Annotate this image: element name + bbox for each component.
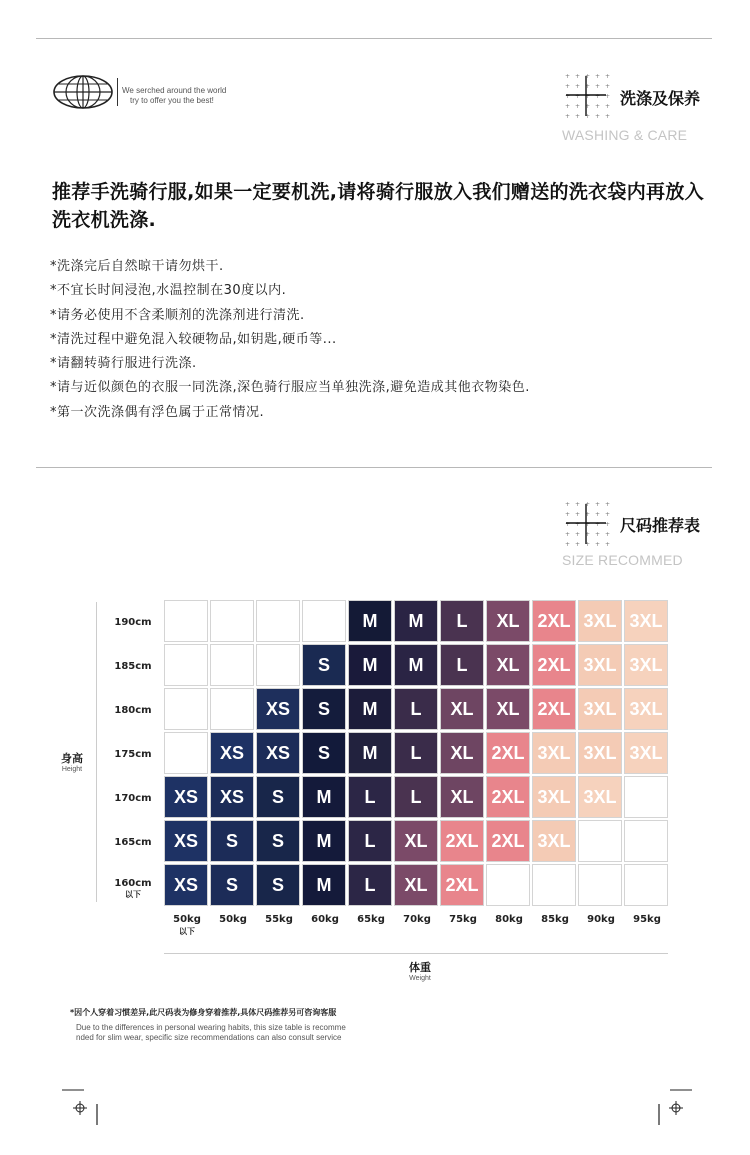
weight-label bbox=[578, 914, 624, 926]
washing-title: 洗涤及保养 bbox=[620, 89, 701, 108]
size-cell: L bbox=[348, 864, 392, 906]
size-grid bbox=[164, 600, 668, 908]
svg-text:+: + bbox=[595, 531, 601, 538]
svg-text:+: + bbox=[595, 83, 601, 90]
size-cell bbox=[578, 820, 622, 862]
size-cell: 3XL bbox=[624, 732, 668, 774]
washing-headline: 推荐手洗骑行服,如果一定要机洗,请将骑行服放入我们赠送的洗衣袋内再放入洗衣机洗涤. bbox=[52, 181, 704, 231]
section-divider bbox=[36, 467, 712, 468]
svg-text:+: + bbox=[605, 501, 611, 508]
svg-text:+: + bbox=[605, 73, 611, 80]
weight-label bbox=[164, 914, 210, 938]
size-cell bbox=[164, 688, 208, 730]
size-cell: L bbox=[394, 688, 438, 730]
size-cell: S bbox=[302, 644, 346, 686]
svg-text:+: + bbox=[595, 541, 601, 548]
size-cell: M bbox=[348, 644, 392, 686]
weight-label bbox=[486, 914, 532, 926]
svg-text:+: + bbox=[585, 541, 591, 548]
svg-text:+: + bbox=[605, 83, 611, 90]
size-cell: L bbox=[440, 600, 484, 642]
footnote-en bbox=[76, 1023, 416, 1043]
size-cell: S bbox=[210, 820, 254, 862]
y-axis-line bbox=[96, 602, 97, 902]
y-axis-subtitle: Height bbox=[61, 766, 83, 773]
size-cell: 2XL bbox=[440, 820, 484, 862]
x-axis-line bbox=[164, 953, 668, 954]
size-cell: S bbox=[210, 864, 254, 906]
svg-text:+: + bbox=[575, 83, 581, 90]
weight-label bbox=[348, 914, 394, 926]
svg-text:+: + bbox=[605, 93, 611, 100]
height-label-line: 190cm bbox=[114, 617, 152, 628]
size-subtitle: SIZE RECOMMED bbox=[562, 552, 683, 568]
size-cell bbox=[164, 600, 208, 642]
size-cell bbox=[164, 732, 208, 774]
size-cell: L bbox=[348, 820, 392, 862]
size-cell: S bbox=[256, 776, 300, 818]
svg-text:+: + bbox=[605, 541, 611, 548]
svg-text:+: + bbox=[585, 103, 591, 110]
height-label bbox=[110, 661, 156, 672]
size-cell: L bbox=[394, 732, 438, 774]
globe-icon bbox=[52, 74, 114, 110]
care-tip: *不宜长时间浸泡,水温控制在30度以内. bbox=[50, 283, 287, 299]
crop-mark-left bbox=[60, 1088, 104, 1128]
weight-label-line: 50kg bbox=[219, 914, 247, 925]
size-cell: 2XL bbox=[486, 732, 530, 774]
size-cell: 3XL bbox=[624, 644, 668, 686]
size-cell bbox=[164, 644, 208, 686]
size-cell bbox=[486, 864, 530, 906]
weight-label bbox=[256, 914, 302, 926]
svg-text:+: + bbox=[595, 103, 601, 110]
svg-text:+: + bbox=[575, 501, 581, 508]
svg-text:+: + bbox=[585, 83, 591, 90]
size-cell: 3XL bbox=[532, 776, 576, 818]
size-cell bbox=[578, 864, 622, 906]
size-cell: XL bbox=[486, 644, 530, 686]
footnote-en-line-2: nded for slim wear, specific size recommendations can also consult service bbox=[76, 1033, 342, 1042]
svg-text:+: + bbox=[565, 521, 571, 528]
svg-text:+: + bbox=[605, 531, 611, 538]
weight-label-line: 70kg bbox=[403, 914, 431, 925]
footnote-en-line-1: Due to the differences in personal wearing habits, this size table is recomme bbox=[76, 1023, 346, 1032]
size-cell bbox=[210, 600, 254, 642]
weight-label bbox=[440, 914, 486, 926]
size-cell: 3XL bbox=[578, 644, 622, 686]
logo-separator bbox=[117, 78, 118, 106]
size-cell: XS bbox=[210, 732, 254, 774]
care-tip: *清洗过程中避免混入较硬物品,如钥匙,硬币等... bbox=[50, 331, 337, 347]
svg-text:+: + bbox=[605, 113, 611, 120]
size-cell: S bbox=[302, 732, 346, 774]
svg-text:+: + bbox=[575, 113, 581, 120]
svg-text:+: + bbox=[565, 103, 571, 110]
care-tip: *洗涤完后自然晾干请勿烘干. bbox=[50, 259, 224, 274]
weight-label-line: 65kg bbox=[357, 914, 385, 925]
svg-text:+: + bbox=[595, 73, 601, 80]
height-label-line: 165cm bbox=[114, 837, 152, 848]
size-cell: M bbox=[394, 644, 438, 686]
svg-text:+: + bbox=[595, 113, 601, 120]
height-label bbox=[110, 705, 156, 716]
crop-mark-right bbox=[652, 1088, 696, 1128]
size-cell: M bbox=[348, 732, 392, 774]
brand-slogan bbox=[122, 86, 226, 106]
svg-text:+: + bbox=[575, 541, 581, 548]
svg-text:+: + bbox=[595, 521, 601, 528]
size-cell: S bbox=[256, 820, 300, 862]
weight-label bbox=[624, 914, 670, 926]
size-cell: 3XL bbox=[532, 820, 576, 862]
svg-text:+: + bbox=[585, 73, 591, 80]
height-label-line: 185cm bbox=[114, 661, 152, 672]
svg-text:+: + bbox=[605, 511, 611, 518]
weight-label-line: 85kg bbox=[541, 914, 569, 925]
weight-label bbox=[532, 914, 578, 926]
size-cell bbox=[624, 864, 668, 906]
size-cell: 3XL bbox=[624, 600, 668, 642]
weight-label-line: 75kg bbox=[449, 914, 477, 925]
svg-text:+: + bbox=[575, 103, 581, 110]
svg-text:+: + bbox=[595, 93, 601, 100]
height-label bbox=[110, 749, 156, 760]
size-cell: XS bbox=[164, 776, 208, 818]
size-cell: XL bbox=[394, 864, 438, 906]
grid-plus-icon bbox=[562, 72, 611, 120]
size-cell bbox=[624, 820, 668, 862]
weight-label bbox=[394, 914, 440, 926]
size-cell: 2XL bbox=[440, 864, 484, 906]
size-cell: 3XL bbox=[578, 776, 622, 818]
x-axis-label bbox=[390, 959, 450, 982]
weight-label-line: 80kg bbox=[495, 914, 523, 925]
svg-text:+: + bbox=[575, 521, 581, 528]
svg-text:+: + bbox=[565, 73, 571, 80]
care-tip: *请翻转骑行服进行洗涤. bbox=[50, 356, 197, 372]
size-cell bbox=[624, 776, 668, 818]
slogan-line-1: We serched around the world bbox=[122, 86, 227, 95]
size-cell: XL bbox=[394, 820, 438, 862]
weight-label-line: 50kg bbox=[173, 914, 201, 925]
size-cell bbox=[302, 600, 346, 642]
size-cell: XL bbox=[440, 688, 484, 730]
size-cell: XL bbox=[440, 732, 484, 774]
size-cell: M bbox=[302, 776, 346, 818]
size-cell: XL bbox=[486, 600, 530, 642]
slogan-line-2: try to offer you the best! bbox=[130, 96, 214, 105]
svg-text:+: + bbox=[585, 501, 591, 508]
size-cell: 3XL bbox=[578, 688, 622, 730]
y-axis-label bbox=[50, 750, 94, 773]
size-cell: XL bbox=[486, 688, 530, 730]
size-cell bbox=[256, 600, 300, 642]
height-label bbox=[110, 617, 156, 628]
svg-text:+: + bbox=[585, 511, 591, 518]
size-cell bbox=[210, 688, 254, 730]
height-label bbox=[110, 837, 156, 848]
size-cell: L bbox=[440, 644, 484, 686]
svg-text:+: + bbox=[595, 511, 601, 518]
weight-label bbox=[210, 914, 256, 926]
size-cell: 3XL bbox=[624, 688, 668, 730]
size-cell: XL bbox=[440, 776, 484, 818]
size-cell: XS bbox=[164, 864, 208, 906]
svg-text:+: + bbox=[605, 103, 611, 110]
height-label-line: 180cm bbox=[114, 705, 152, 716]
care-tip: *请与近似颜色的衣服一同洗涤,深色骑行服应当单独洗涤,避免造成其他衣物染色. bbox=[50, 380, 530, 396]
height-label-line: 175cm bbox=[114, 749, 152, 760]
svg-text:+: + bbox=[565, 83, 571, 90]
size-cell: M bbox=[394, 600, 438, 642]
size-cell: M bbox=[302, 820, 346, 862]
svg-text:+: + bbox=[565, 511, 571, 518]
weight-label-line: 95kg bbox=[633, 914, 661, 925]
size-cell: S bbox=[302, 688, 346, 730]
weight-label-line: 60kg bbox=[311, 914, 339, 925]
svg-text:+: + bbox=[595, 501, 601, 508]
top-divider bbox=[36, 38, 712, 39]
svg-text:+: + bbox=[565, 93, 571, 100]
svg-text:+: + bbox=[585, 531, 591, 538]
size-cell: XS bbox=[256, 688, 300, 730]
svg-text:+: + bbox=[605, 521, 611, 528]
x-axis-title: 体重 bbox=[409, 961, 431, 974]
weight-label bbox=[302, 914, 348, 926]
care-tips-list bbox=[50, 255, 530, 425]
height-label bbox=[110, 878, 156, 900]
svg-text:+: + bbox=[575, 73, 581, 80]
size-cell: M bbox=[348, 600, 392, 642]
size-cell: XS bbox=[256, 732, 300, 774]
svg-text:+: + bbox=[565, 541, 571, 548]
washing-subtitle: WASHING & CARE bbox=[562, 127, 688, 143]
svg-text:+: + bbox=[575, 93, 581, 100]
svg-text:+: + bbox=[575, 511, 581, 518]
size-cell: 3XL bbox=[532, 732, 576, 774]
care-tip: *第一次洗涤偶有浮色属于正常情况. bbox=[50, 404, 265, 420]
size-cell: M bbox=[348, 688, 392, 730]
grid-plus-icon bbox=[562, 500, 611, 548]
size-cell: L bbox=[348, 776, 392, 818]
size-cell: 2XL bbox=[486, 820, 530, 862]
size-cell: XS bbox=[210, 776, 254, 818]
size-cell bbox=[256, 644, 300, 686]
size-cell: L bbox=[394, 776, 438, 818]
height-label-line: 170cm bbox=[114, 793, 152, 804]
size-cell bbox=[532, 864, 576, 906]
size-title: 尺码推荐表 bbox=[620, 516, 701, 535]
size-cell: 2XL bbox=[532, 688, 576, 730]
svg-text:+: + bbox=[565, 531, 571, 538]
y-axis-title: 身高 bbox=[61, 752, 83, 765]
weight-label-line: 以下 bbox=[179, 927, 195, 936]
size-cell: S bbox=[256, 864, 300, 906]
size-cell: 2XL bbox=[532, 644, 576, 686]
size-cell: 3XL bbox=[578, 732, 622, 774]
svg-text:+: + bbox=[575, 531, 581, 538]
svg-text:+: + bbox=[565, 501, 571, 508]
svg-text:+: + bbox=[585, 93, 591, 100]
height-label-line: 以下 bbox=[125, 890, 141, 899]
svg-text:+: + bbox=[585, 521, 591, 528]
weight-label-line: 90kg bbox=[587, 914, 615, 925]
size-cell: 3XL bbox=[578, 600, 622, 642]
svg-text:+: + bbox=[565, 113, 571, 120]
size-cell: M bbox=[302, 864, 346, 906]
x-axis-subtitle: Weight bbox=[409, 975, 431, 982]
care-tip: *请务必使用不含柔顺剂的洗涤剂进行清洗. bbox=[50, 307, 305, 323]
height-label bbox=[110, 793, 156, 804]
svg-text:+: + bbox=[585, 113, 591, 120]
weight-label-line: 55kg bbox=[265, 914, 293, 925]
size-cell: 2XL bbox=[486, 776, 530, 818]
footnote-cn: *因个人穿着习惯差异,此尺码表为修身穿着推荐,具体尺码推荐另可咨询客服 bbox=[70, 1008, 337, 1017]
size-cell bbox=[210, 644, 254, 686]
height-label-line: 160cm bbox=[114, 878, 152, 889]
size-cell: XS bbox=[164, 820, 208, 862]
size-cell: 2XL bbox=[532, 600, 576, 642]
